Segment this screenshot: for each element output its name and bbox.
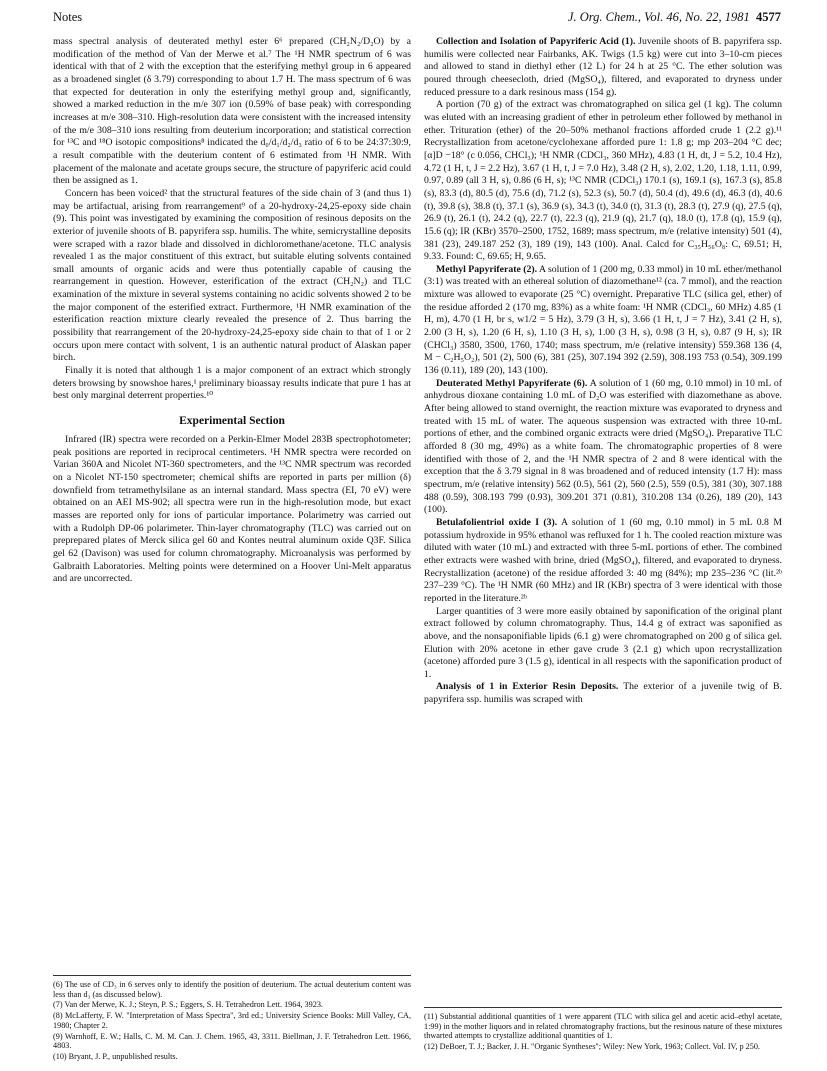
experimental-paragraph [424,36,782,99]
header-section-label: Notes [53,10,83,24]
paragraph-text: A solution of 1 (60 mg, 0.10 mmol) in 10 mL of anhydrous dioxane containing 1.0 mL of D₂O was esterified with diazomethane as above. After being allowed to stand overnight, the reaction mixture was evaporated to dryness and treated with 15 mL of water. The aqueous suspension was extracted with three 10-mL portions of ether, and the combined organic extracts were dried (MgSO₄). Preparative TLC afforded 8 (30 mg, 49%) as a white foam. The chromatographic properties of 8 were identified with those of 2, and the ¹H NMR spectra of 2 and 8 were identical with the exception that the δ 3.79 signal in 8 was broadened and of reduced intensity (1.7 H): mass spectrum, m/e (relative intensity) 562 (0.5), 561 (2), 560 (2.5), 559 (0.5), 381 (30), 307.188 488 (0.59), 308.193 799 (0.93), 309.201 371 (0.81), 310.208 134 (0.26), 189 (20), 143 (100). [424,377,782,516]
footnote: (6) The use of CD₃ in 6 serves only to identify the position of deuterium. The actual deuterium content was less than d₃ (as discussed below). [53,980,411,999]
body-paragraph: Finally it is noted that although 1 is a major component of an extract which strongly deters browsing by snowshoe hares,¹ preliminary bioassay results indicate that pure 1 has at best only marginal deterrent properties.¹⁰ [53,365,411,402]
subsection-title: Methyl Papyriferate (2). [436,263,538,275]
page-number: 4577 [756,10,781,24]
paragraph-text: Juvenile shoots of B. papyrifera ssp. humilis were collected near Fairbanks, AK. Twigs (1.5 kg) were cut into 3–10-cm pieces and allowed to stand in diethyl ether (12 L) for 24 h at 25 °C. The ether solution was poured through cheesecloth, dried (MgSO₄), filtered, and evaporated to dryness under reduced pressure to a dark resinous mass (154 g). [424,36,782,98]
subsection-title: Collection and Isolation of Papyriferic Acid (1). [436,36,636,47]
body-paragraph: A portion (70 g) of the extract was chromatographed on silica gel (1 kg). The column was eluted with an increasing gradient of ether in petroleum ether followed by methanol in ether. Trituration (ether) of the 20–50% methanol fractions afforded crude 1 (2.2 g).¹¹ Recrystallization from acetone/cyclohexane afforded pure 1: 1.8 g; mp 203–204 °C dec; [α]D −18° (c 0.056, CHCl₃); ¹H NMR (CDCl₃, 360 MHz), 4.83 (1 H, dt, J = 5.2, 10.4 Hz), 4.72 (1 H, t, J = 2.2 Hz), 3.67 (1 H, t, J = 7.0 Hz), 3.48 (2 H, s), 2.02, 1.20, 1.18, 1.11, 0.99, 0.97, 0.89 (all 3 H, s), 0.86 (6 H, s); ¹³C NMR (CDCl₃) 170.1 (s), 169.1 (s), 167.3 (s), 85.8 (s), 83.3 (d), 80.5 (d), 75.6 (d), 71.2 (s), 52.3 (s), 50.7 (d), 50.4 (d), 49.6 (d), 46.3 (d), 40.6 (t), 39.8 (s), 38.8 (t), 37.1 (s), 36.9 (s), 34.3 (t), 34.0 (t), 31.3 (t), 28.3 (t), 27.9 (q), 27.5 (q), 26.9 (t), 26.1 (t), 24.2 (q), 22.7 (t), 22.3 (q), 21.9 (q), 21.7 (q), 18.0 (t), 17.8 (q), 15.9 (q), 15.6 (q); IR (KBr) 3570–2500, 1752, 1689; mass spectrum, m/e (relative intensity) 501 (4), 381 (23), 249.187 252 (3), 189 (19), 143 (100). Anal. Calcd for C₃₅H₅₆O₈: C, 69.51; H, 9.33. Found: C, 69.65; H, 9.65. [424,99,782,263]
section-heading: Experimental Section [179,415,285,428]
footnotes-left [53,975,411,1063]
footnotes-right [424,1007,782,1053]
paragraph-text: A solution of 1 (60 mg, 0.10 mmol) in 5 mL 0.8 M potassium hydroxide in 95% ethanol was refluxed for 1 h. The cooled reaction mixture was diluted with water (10 mL) and extracted with three 5-mL portions of ether. The combined ether extracts were washed with brine, dried (MgSO₄), filtered, and evaporated to dryness. Recrystallization (acetone) of the residue afforded 3: 40 mg (84%); mp 235–236 °C (lit.²ᵇ 237–239 °C). The ¹H NMR (60 MHz) and IR (KBr) spectra of 3 were identical with those reported in the literature.²ᵇ [424,516,782,604]
subsection-title: Analysis of 1 in Exterior Resin Deposits. [436,681,619,693]
body-paragraph: Larger quantities of 3 were more easily obtained by saponification of the original plant extract followed by column chromatography. Thus, 14.4 g of extract was saponified as above, and the nonsaponifiable lipids (6.1 g) were chromatographed on 200 g of silica gel. Elution with 20% acetone in ether gave crude 3 (2.1 g) which upon recrystallization (acetone) afforded pure 3 (1.5 g), identical in all respects with the saponification product of 1. [424,605,782,680]
footnote: (11) Substantial additional quantities of 1 were apparent (TLC with silica gel and acetic acid–ethyl acetate, 1:99) in the mother liquors and in related chromatography fractions, but the resinous nature of these mixtures thwarted attempts to crystallize additional quantities of 1. [424,1012,782,1041]
footnote: (10) Bryant, J. P., unpublished results. [53,1051,178,1061]
journal-citation: J. Org. Chem., Vol. 46, No. 22, 1981 [567,10,750,24]
experimental-paragraph [424,264,782,378]
subsection-title: Deuterated Methyl Papyriferate (6). [436,377,588,389]
subsection-title: Betulafolientriol oxide I (3). [436,516,558,528]
paragraph-text: A solution of 1 (200 mg, 0.33 mmol) in 10 mL ether/methanol (3:1) was treated with an ethereal solution of diazomethane¹² (ca. 7 mmol), and the reaction mixture was allowed to evaporate (25 °C) overnight. Preparative TLC (silica gel, ether) of the residue afforded 2 (170 mg, 83%) as a white foam: ¹H NMR (CDCl₃, 60 MHz) 4.85 (1 H, m), 4.70 (1 H, br s, w1/2 = 5 Hz), 3.79 (3 H, s), 3.66 (1 H, t, J = 7 Hz), 3.41 (2 H, s), 2.00 (3 H, s), 1.20 (6 H, s), 1.10 (3 H, s), 1.00 (3 H, s), 0.98 (3 H, s), 0.87 (9 H, s); IR (CHCl₃) 3580, 3500, 1760, 1740; mass spectrum, m/e (relative intensity) 559.368 136 (4, M − C₂H₅O₂), 501 (2), 500 (6), 381 (25), 307.194 392 (2.59), 308.193 753 (0.54), 309.199 136 (0.11), 189 (20), 143 (100). [424,263,782,377]
experimental-paragraph [424,517,782,606]
experimental-paragraph [424,378,782,517]
header-journal-citation [568,10,781,25]
footnote: (9) Warnhoff, E. W.; Halls, C. M. M. Can. J. Chem. 1965, 43, 3311. Biellman, J. F. Tetrahedron Lett. 1966, 4803. [53,1031,411,1051]
experimental-paragraph [424,681,782,706]
footnote: (8) McLafferty, F. W. "Interpretation of Mass Spectra", 3rd ed.; University Science Books: Mill Valley, CA, 1980; Chapter 2. [53,1011,411,1030]
footnote: (12) DeBoer, T. J.; Backer, J. H. "Organic Syntheses"; Wiley: New York, 1963; Collect. Vol. IV, p 250. [424,1042,760,1052]
body-paragraph: Concern has been voiced² that the structural features of the side chain of 3 (and thus 1) may be artifactual, arising from rearrangement⁹ of a 20-hydroxy-24,25-epoxy side chain (9). This point was investigated by examining the composition of resinous deposits on the exterior of juvenile shoots of B. papyrifera ssp. humilis. The white, semicrystalline deposits were scraped with a razor blade and dissolved in dichloromethane/acetone. TLC analysis revealed 1 as the major constituent of this extract, but suitable eluting solvents contained small amounts of organic acids and were thus potentially capable of causing the rearrangement in question. However, esterification of the extract (CH₂N₂) and TLC examination of the mixture in several systems containing no acidic solvents showed 2 to be the major component of the esterified extract. Furthermore, ¹H NMR examination of the esterification reaction mixture clearly revealed the presence of 2. Thus barring the possibility that rearrangement of the 20-hydroxy-24,25-epoxy side chain to that of 1 or 2 occurs upon mere contact with solvent, 1 is an authentic natural product of Alaskan paper birch. [53,187,411,364]
body-paragraph: mass spectral analysis of deuterated methyl ester 6⁶ prepared (CH₂N₂/D₂O) by a modification of the method of Van der Merwe et al.⁷ The ¹H NMR spectrum of 6 was identical with that of 2 with the exception that the esterifying methyl group in 6 appeared as a broadened singlet (δ 3.79) corresponding to about 1.7 H. The mass spectrum of 6 was that expected for deuteration in only the esterifying methyl group and, significantly, showed a marked reduction in the m/e 307 ion (0.59% of base peak) with corresponding increases at m/e 308–310. High-resolution data were consistent with the increased intensity of the m/e 308–310 ions resulting from deuterium incorporation; and statistical correction for ¹³C and ¹⁸O isotopic compositions⁸ indicated the d₀/d₁/d₂/d₃ ratio of 6 to be 24:37:30:9, a result compatible with the deuterium content of 6 estimated from ¹H NMR. With placement of the malonate and acetate groups secure, the structure of papyriferic acid could then be assigned as 1. [53,36,411,187]
page-header [53,10,781,28]
body-paragraph: Infrared (IR) spectra were recorded on a Perkin-Elmer Model 283B spectrophotometer; peak positions are reported in reciprocal centimeters. ¹H NMR spectra were recorded on Varian 360A and Nicolet NT-360 spectrometers, and the ¹³C NMR spectrum was recorded on a Nicolet NT-150 spectrometer; chemical shifts are reported in parts per million (δ) downfield from tetramethylsilane as an internal standard. Mass spectra (EI, 70 eV) were obtained on an AEI MS-902; all spectra were run in the high-resolution mode, but exact masses are reported only for ions of particular importance. Polarimetry was carried out with a Rudolph DP-06 polarimeter. Thin-layer chromatography (TLC) was carried out on preprepared plates of Merck silica gel 60 and Kontes neutral aluminum oxide Q3F. Silica gel 62 (Davison) was used for column chromatography. Microanalysis was performed by Galbraith Laboratories. Melting points were determined on a Hoover Uni-Melt apparatus and are uncorrected. [53,434,411,585]
footnote: (7) Van der Merwe, K. J.; Steyn, P. S.; Eggers, S. H. Tetrahedron Lett. 1964, 3923. [53,1000,323,1010]
left-column [53,36,411,586]
right-column [424,36,782,707]
paragraph-text: The exterior of a juvenile twig of B. papyrifera ssp. humilis was scraped with [424,681,782,706]
